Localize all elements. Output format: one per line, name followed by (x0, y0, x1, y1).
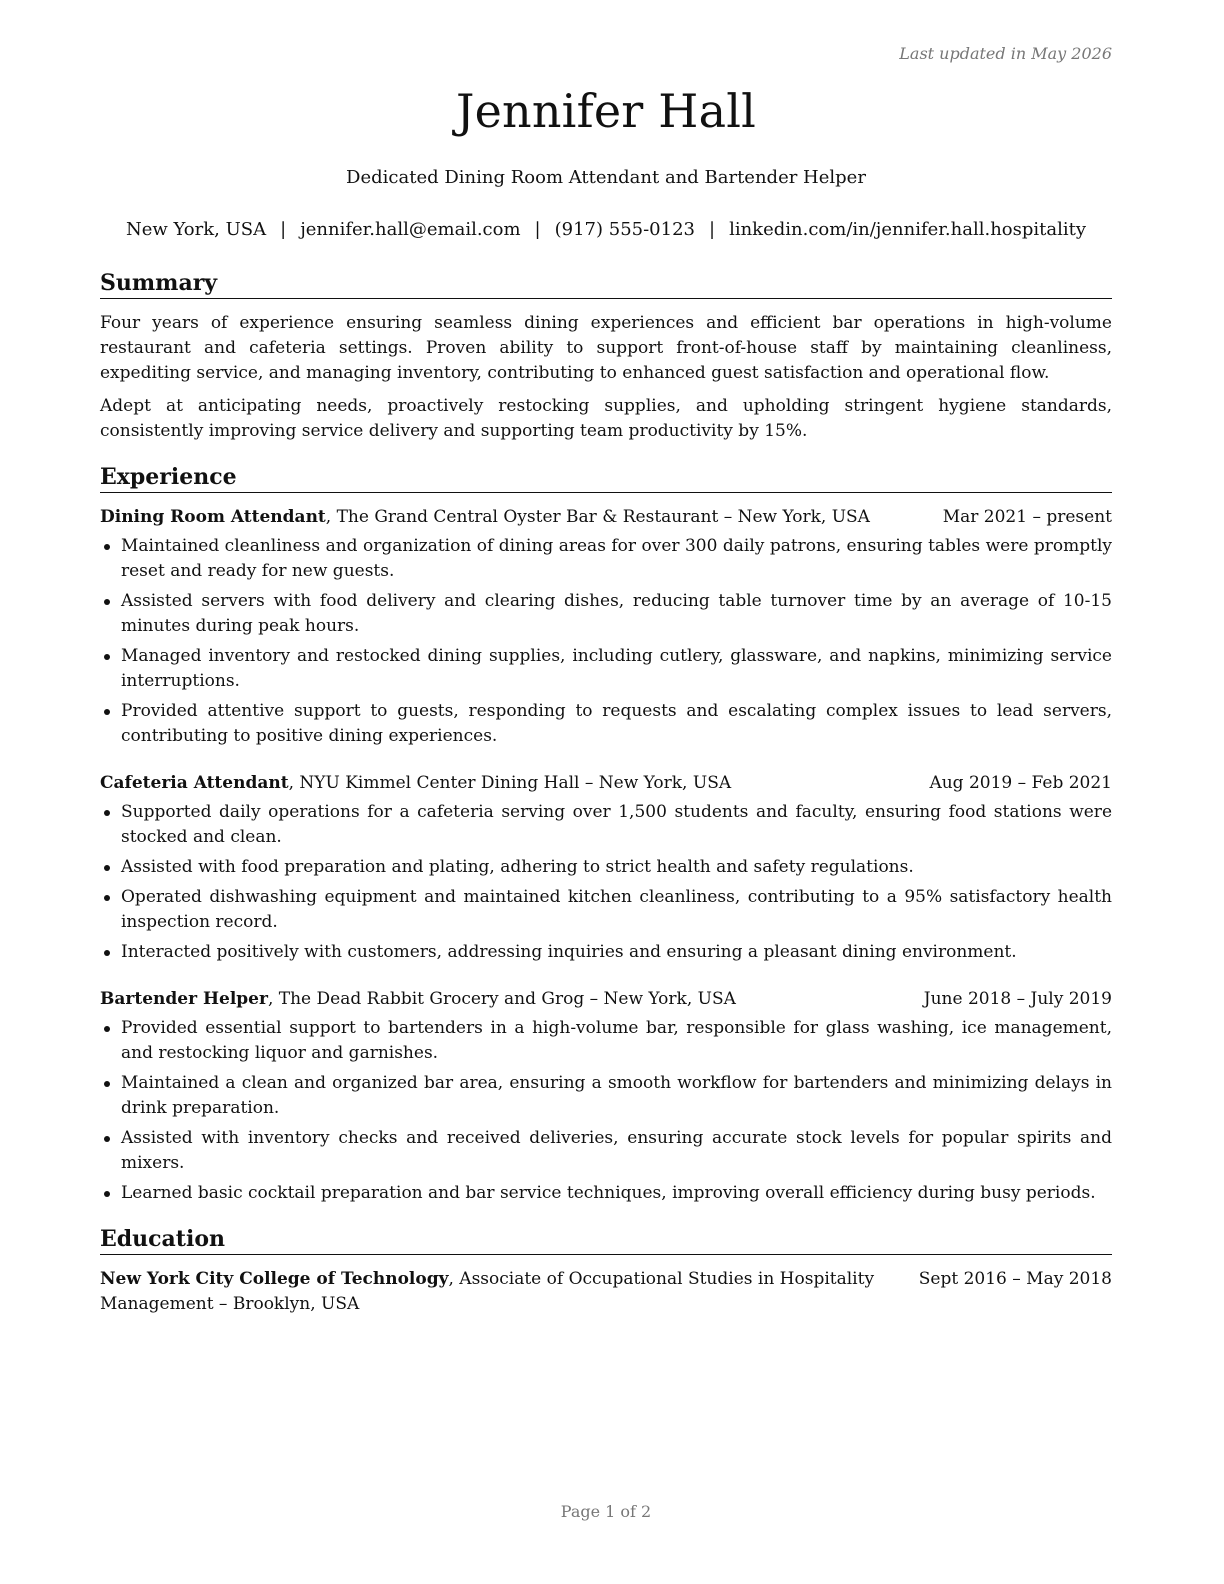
contact-line (0, 219, 1212, 240)
job-employer: , The Grand Central Oyster Bar & Restaurant – New York, USA (325, 507, 870, 527)
job-entry (100, 771, 1112, 965)
education-section (100, 1226, 1112, 1317)
job-bullet: Supported daily operations for a cafeteria serving over 1,500 students and faculty, ensuring food stations were stocked and clean. (100, 800, 1112, 850)
job-role: Cafeteria Attendant (100, 773, 289, 793)
job-bullet: Assisted with food preparation and plating, adhering to strict health and safety regulations. (100, 855, 1112, 880)
job-bullets (100, 1016, 1112, 1206)
job-bullet: Managed inventory and restocked dining supplies, including cutlery, glassware, and napkins, minimizing service interruptions. (100, 644, 1112, 694)
job-title-line (100, 771, 731, 796)
education-degree: , Associate of Occupational Studies in Hospitality Management – Brooklyn, USA (100, 1269, 875, 1314)
experience-section (100, 464, 1112, 1206)
job-entry (100, 505, 1112, 749)
page-number: Page 1 of 2 (560, 1502, 652, 1521)
summary-section (100, 270, 1112, 444)
job-role: Bartender Helper (100, 989, 268, 1009)
job-bullet: Operated dishwashing equipment and maintained kitchen cleanliness, contributing to a 95% satisfactory health inspection record. (100, 885, 1112, 935)
contact-separator: | (280, 219, 287, 240)
job-bullet: Provided attentive support to guests, responding to requests and escalating complex issues to lead servers, contributing to positive dining experiences. (100, 699, 1112, 749)
summary-paragraph: Adept at anticipating needs, proactively restocking supplies, and upholding stringent hygiene standards, consistently improving service delivery and supporting team productivity by 15%. (100, 396, 1112, 441)
resume-content (100, 270, 1112, 1317)
job-bullet: Learned basic cocktail preparation and bar service techniques, improving overall efficiency during busy periods. (100, 1181, 1112, 1206)
job-bullets (100, 800, 1112, 965)
job-employer: , NYU Kimmel Center Dining Hall – New York, USA (288, 773, 732, 793)
education-entry (100, 1267, 1112, 1317)
education-details (100, 1267, 890, 1317)
contact-separator: | (534, 219, 541, 240)
job-title-line (100, 987, 736, 1012)
job-dates: June 2018 – July 2019 (923, 989, 1112, 1009)
job-header (100, 771, 1112, 796)
job-bullet: Assisted servers with food delivery and clearing dishes, reducing table turnover time by an average of 10-15 minutes during peak hours. (100, 589, 1112, 639)
education-dates: Sept 2016 – May 2018 (918, 1269, 1112, 1289)
job-role: Dining Room Attendant (100, 507, 326, 527)
job-bullet: Interacted positively with customers, addressing inquiries and ensuring a pleasant dining environment. (100, 940, 1112, 965)
experience-heading: Experience (100, 464, 1112, 493)
job-bullet: Maintained cleanliness and organization of dining areas for over 300 daily patrons, ensuring tables were promptly reset and ready for new guests. (100, 534, 1112, 584)
job-bullet: Provided essential support to bartenders in a high-volume bar, responsible for glass washing, ice management, and restocking liquor and garnishes. (100, 1016, 1112, 1066)
job-employer: , The Dead Rabbit Grocery and Grog – New York, USA (267, 989, 736, 1009)
job-header (100, 505, 1112, 530)
last-updated-note: Last updated in May 2026 (899, 44, 1112, 63)
job-dates: Aug 2019 – Feb 2021 (929, 773, 1112, 793)
contact-location: New York, USA (125, 219, 267, 240)
education-school: New York City College of Technology (100, 1269, 449, 1289)
job-bullet: Maintained a clean and organized bar area, ensuring a smooth workflow for bartenders and minimizing delays in drink preparation. (100, 1071, 1112, 1121)
contact-linkedin[interactable]: linkedin.com/in/jennifer.hall.hospitality (729, 219, 1087, 240)
contact-email[interactable]: jennifer.hall@email.com (300, 219, 521, 240)
candidate-name: Jennifer Hall (455, 84, 757, 138)
summary-heading: Summary (100, 270, 1112, 299)
job-header (100, 987, 1112, 1012)
summary-paragraph: Four years of experience ensuring seamless dining experiences and efficient bar operations in high-volume restaurant and cafeteria settings. Proven ability to support front-of-house staff by maintaining cleanliness, expediting service, and managing inventory, contributing to enhanced guest satisfaction and operational flow. (100, 313, 1112, 383)
contact-separator: | (709, 219, 716, 240)
job-title-line (100, 505, 870, 530)
job-bullets (100, 534, 1112, 749)
contact-phone[interactable]: (917) 555-0123 (554, 219, 695, 240)
job-dates: Mar 2021 – present (942, 507, 1112, 527)
job-bullet: Assisted with inventory checks and received deliveries, ensuring accurate stock levels for popular spirits and mixers. (100, 1126, 1112, 1176)
candidate-headline: Dedicated Dining Room Attendant and Bartender Helper (346, 167, 866, 188)
job-entry (100, 987, 1112, 1206)
education-heading: Education (100, 1226, 1112, 1255)
